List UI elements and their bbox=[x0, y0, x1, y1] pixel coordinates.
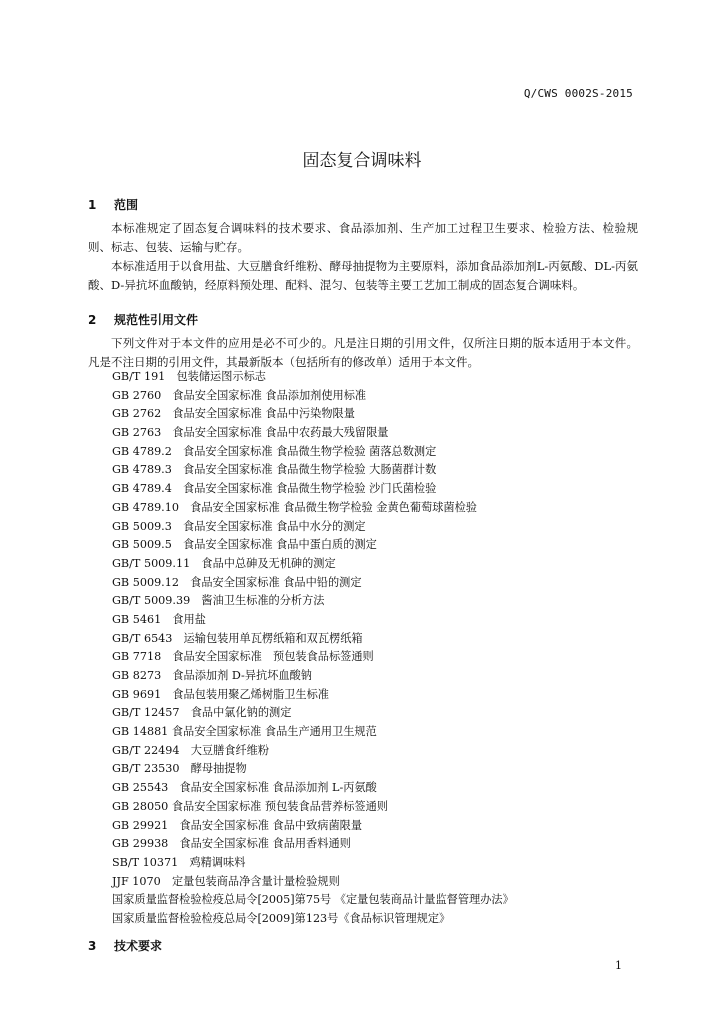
scope-paragraph-2: 本标准适用于以食用盐、大豆膳食纤维粉、酵母抽提物为主要原料，添加食品添加剂L-丙氨酸、DL-丙氨酸、D-异抗坏血酸钠，经原料预处理、配料、混匀、包装等主要工艺加工制成的固态复合调味料。 bbox=[88, 258, 638, 292]
section-title: 范围 bbox=[114, 198, 139, 212]
references-intro-paragraph: 下列文件对于本文件的应用是必不可少的。凡是注日期的引用文件，仅所注日期的版本适用于本文件。凡是不注日期的引用文件，其最新版本（包括所有的修改单）适用于本文件。 bbox=[88, 335, 638, 369]
reference-item: 国家质量监督检验检疫总局令[2009]第123号《食品标识管理规定》 bbox=[112, 911, 451, 925]
section-heading-scope bbox=[88, 196, 138, 213]
reference-item: GB/T 6543 运输包装用单瓦楞纸箱和双瓦楞纸箱 bbox=[112, 631, 363, 645]
reference-item: GB 14881 食品安全国家标准 食品生产通用卫生规范 bbox=[112, 725, 377, 739]
reference-item: GB/T 12457 食品中氯化钠的测定 bbox=[112, 706, 292, 720]
reference-item: GB 5461 食用盐 bbox=[112, 612, 206, 626]
section-number: 3 bbox=[88, 939, 97, 953]
reference-item: GB 2760 食品安全国家标准 食品添加剂使用标准 bbox=[112, 388, 367, 402]
scope-paragraph-1: 本标准规定了固态复合调味料的技术要求、食品添加剂、生产加工过程卫生要求、检验方法、检验规则、标志、包装、运输与贮存。 bbox=[88, 220, 638, 254]
standard-code: Q/CWS 0002S-2015 bbox=[523, 87, 633, 100]
reference-item: SB/T 10371 鸡精调味料 bbox=[112, 855, 246, 869]
reference-item: GB 4789.3 食品安全国家标准 食品微生物学检验 大肠菌群计数 bbox=[112, 463, 437, 477]
reference-list bbox=[112, 368, 632, 929]
reference-item: GB 5009.5 食品安全国家标准 食品中蛋白质的测定 bbox=[112, 538, 377, 552]
reference-item: GB 9691 食品包装用聚乙烯树脂卫生标准 bbox=[112, 687, 329, 701]
section-title: 规范性引用文件 bbox=[114, 313, 199, 327]
reference-item: GB 8273 食品添加剂 D-异抗坏血酸钠 bbox=[112, 669, 312, 682]
reference-item: GB 25543 食品安全国家标准 食品添加剂 L-丙氨酸 bbox=[112, 781, 377, 795]
section-heading-normative-references bbox=[88, 311, 198, 328]
reference-item: GB 4789.2 食品安全国家标准 食品微生物学检验 菌落总数测定 bbox=[112, 444, 437, 458]
reference-item: JJF 1070 定量包装商品净含量计量检验规则 bbox=[112, 874, 340, 888]
reference-item: 国家质量监督检验检疫总局令[2005]第75号 《定量包装商品计量监督管理办法》 bbox=[112, 893, 514, 907]
section-title: 技术要求 bbox=[114, 939, 163, 953]
reference-item: GB/T 191 包装储运图示标志 bbox=[112, 370, 266, 383]
page-number: 1 bbox=[615, 959, 622, 972]
reference-item: GB 5009.3 食品安全国家标准 食品中水分的测定 bbox=[112, 519, 366, 533]
reference-item: GB 2763 食品安全国家标准 食品中农药最大残留限量 bbox=[112, 426, 389, 440]
reference-item: GB 7718 食品安全国家标准 预包装食品标签通则 bbox=[112, 650, 374, 664]
reference-item: GB 28050 食品安全国家标准 预包装食品营养标签通则 bbox=[112, 799, 388, 813]
reference-item: GB 4789.4 食品安全国家标准 食品微生物学检验 沙门氏菌检验 bbox=[112, 482, 437, 496]
reference-item: GB 29938 食品安全国家标准 食品用香料通则 bbox=[112, 837, 351, 851]
reference-item: GB 2762 食品安全国家标准 食品中污染物限量 bbox=[112, 407, 355, 421]
section-heading-technical-requirements bbox=[88, 937, 162, 954]
reference-item: GB/T 23530 酵母抽提物 bbox=[112, 762, 247, 776]
section-number: 2 bbox=[88, 313, 97, 327]
reference-item: GB/T 5009.11 食品中总砷及无机砷的测定 bbox=[112, 556, 336, 570]
reference-item: GB 29921 食品安全国家标准 食品中致病菌限量 bbox=[112, 818, 363, 832]
reference-item: GB 4789.10 食品安全国家标准 食品微生物学检验 金黄色葡萄球菌检验 bbox=[112, 500, 477, 514]
reference-item: GB/T 5009.39 酱油卫生标准的分析方法 bbox=[112, 594, 325, 608]
document-title: 固态复合调味料 bbox=[302, 151, 422, 171]
section-number: 1 bbox=[88, 198, 97, 212]
reference-item: GB 5009.12 食品安全国家标准 食品中铅的测定 bbox=[112, 575, 362, 589]
reference-item: GB/T 22494 大豆膳食纤维粉 bbox=[112, 743, 270, 757]
